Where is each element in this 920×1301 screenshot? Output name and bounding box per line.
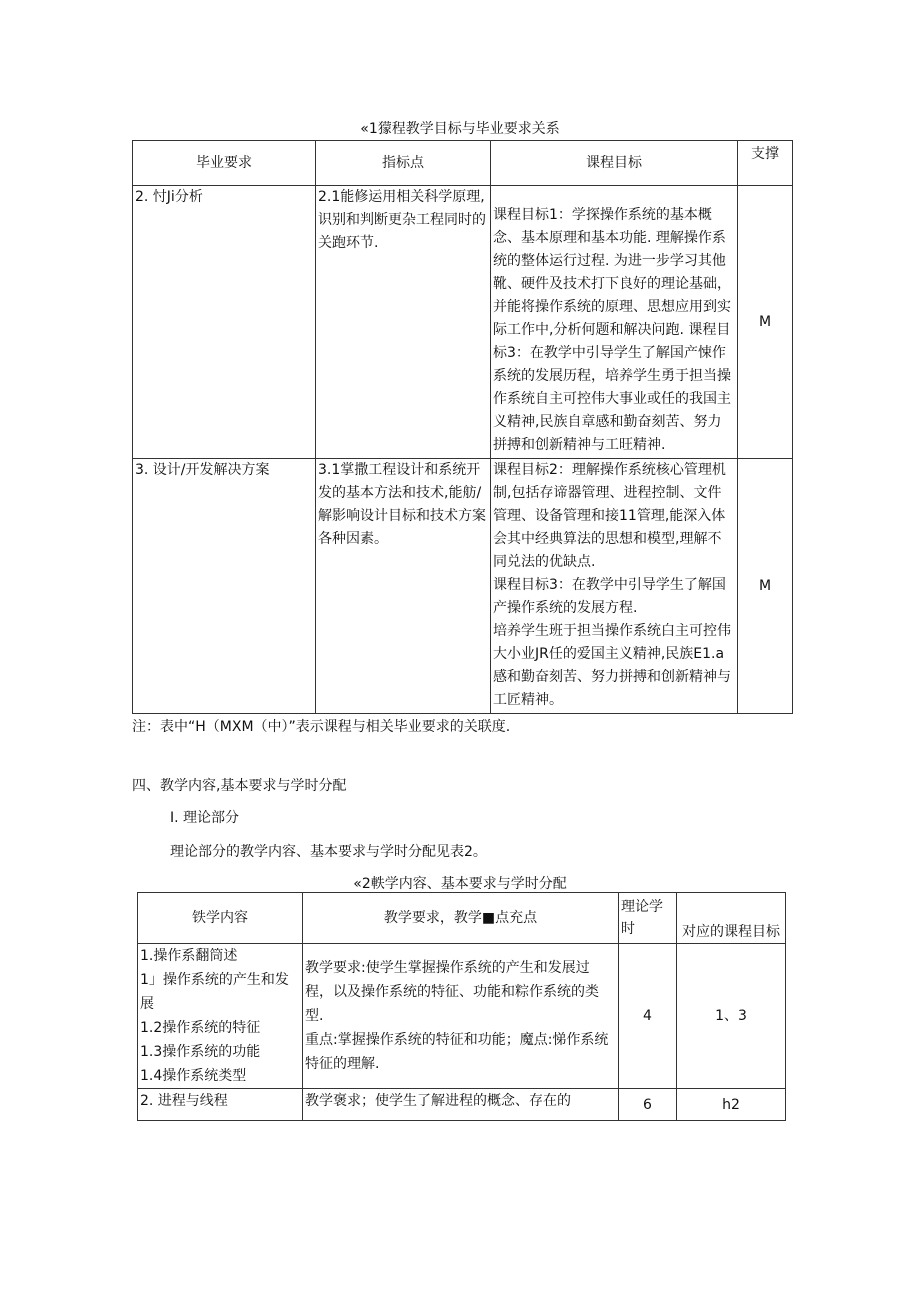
row2-support: M (738, 459, 793, 714)
table1-caption: «1獴程教学目标与毕业要求关系 (360, 121, 560, 137)
header-content: 铁学内容 (138, 893, 303, 944)
row1-req-line: 重点:掌握操作系统的特征和功能；魔点:悌作系统特征的理解. (305, 1032, 609, 1072)
table1-graduation-requirements (132, 140, 793, 714)
table-row (133, 186, 793, 459)
list-item: 1.4操作系统类型 (140, 1068, 247, 1084)
row1-requirement: 2. 忖Ji分析 (133, 186, 316, 459)
row2-goal: h2 (677, 1089, 786, 1121)
row1-content (138, 944, 303, 1089)
row2-goal (491, 459, 738, 714)
row2-goal-line: 培养学生班于担当操作系统白主可控伟大小业JR任的爱国主义精神,民族E1.a感和勤奋刻苦、努力拼搏和创新精神与工匠精神。 (493, 623, 731, 708)
row2-requirement: 3. 设计/开发解决方案 (133, 459, 316, 714)
row1-hours: 4 (619, 944, 677, 1089)
header-course-goal: 课程目标 (491, 141, 738, 186)
row2-requirements: 教学褒求；使学生了解进程的概念、存在的 (303, 1089, 619, 1121)
row2-goal-line: 课程目标2：理解操作系统核心管理机制,包括存谛器管理、进程控制、文件管理、设备管理和接11管理,能深入体会其中经典算法的思想和模型,理解不同兑法的优缺点. (493, 462, 726, 570)
row1-req-line: 教学要求:使学生掌握操作系统的产生和发展过程，以及操作系统的特征、功能和粽作系统的类型. (305, 960, 599, 1024)
table2-header-row (138, 893, 786, 944)
row2-hours: 6 (619, 1089, 677, 1121)
table1-note: 注：表中“H（MXM（中）”表示课程与相关毕业要求的关联度. (132, 719, 511, 735)
table2-caption: «2軼学内容、基本要求与学时分配 (353, 876, 567, 892)
section-paragraph: 理论部分的教学内容、基本要求与学时分配见表2。 (170, 844, 487, 860)
section-heading: 四、教学内容,基本要求与学时分配 (132, 778, 347, 794)
header-requirements: 教学要求，教学■点充点 (303, 893, 619, 944)
list-item: 1」操作系统的产生和发展 (140, 972, 289, 1012)
table1-header-row (133, 141, 793, 186)
row2-indicator: 3.1掌撒工程设计和系统开发的基本方法和技术,能舫/解影响设计目标和技术方案各种因素。 (316, 459, 491, 714)
table-row (133, 459, 793, 714)
header-hours: 理论学时 (619, 893, 677, 944)
header-indicator: 指标点 (316, 141, 491, 186)
header-requirement: 毕业要求 (133, 141, 316, 186)
table-row (138, 944, 786, 1089)
table2-teaching-content (137, 892, 786, 1121)
list-item: 1.2操作系统的特征 (140, 1020, 261, 1036)
row2-content: 2. 进程与线程 (138, 1089, 303, 1121)
list-item: 1.3操作系统的功能 (140, 1044, 261, 1060)
table-row (138, 1089, 786, 1121)
row1-requirements (303, 944, 619, 1089)
row1-support: M (738, 186, 793, 459)
row1-indicator: 2.1能修运用相关科学原理,识别和判断更杂工程同时的关跑环节. (316, 186, 491, 459)
header-support: 支撑 (738, 141, 793, 186)
row1-goal: 课程目标1：学探操作系统的基本概念、基本原理和基本功能. 理解操作系统的整体运行过程. 为进一步学习其他靴、硬件及技术打下良好的理论基础，并能将操作系统的原理、思想应用到实际工作中,分析何题和解决问跑. 课程目标3：在教学中引导学生了解国产悚作系统的发展历程，培养学生勇于担当操作系统自主可控伟大事业或任的我国主义精神,民族自章感和勤奋刻苦、努力拼搏和创新精神与工旺精神. (491, 186, 738, 459)
row2-goal-line: 课程目标3：在教学中引导学生了解国产操作系统的发展方程. (493, 577, 726, 616)
header-goal: 对应的课程目标 (677, 893, 786, 944)
row1-content-list (140, 944, 300, 1086)
section-subheading: I. 理论部分 (170, 810, 240, 826)
list-item: 1.操作系翻筒述 (140, 948, 238, 964)
row1-goal: 1、3 (677, 944, 786, 1089)
